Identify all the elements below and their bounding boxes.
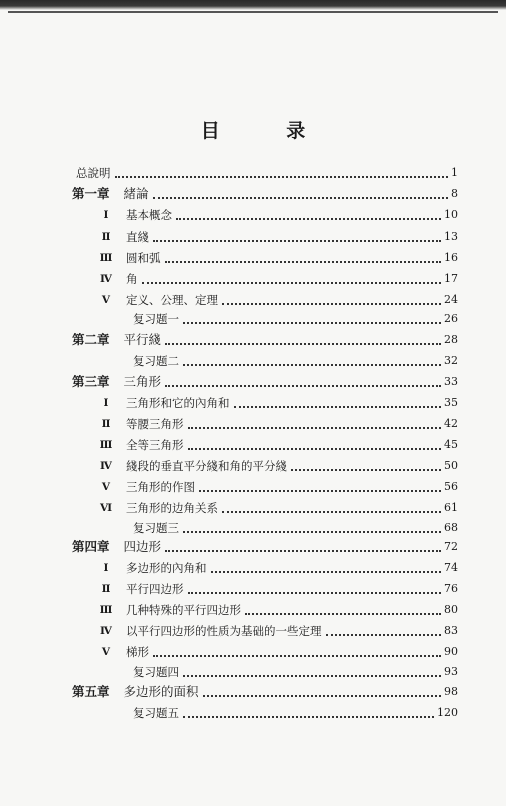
dot-leader bbox=[291, 468, 441, 471]
toc-entry-section[interactable] bbox=[86, 228, 458, 246]
page-number: 83 bbox=[444, 624, 458, 637]
toc-entry-review[interactable] bbox=[133, 352, 458, 370]
page-number: 1 bbox=[451, 166, 458, 179]
dot-leader bbox=[203, 694, 441, 697]
toc-entry-review[interactable] bbox=[133, 310, 458, 328]
section-title: 几种特殊的平行四边形 bbox=[126, 603, 241, 617]
page-number: 90 bbox=[444, 645, 458, 658]
dot-leader bbox=[326, 633, 442, 636]
section-number: Ⅴ bbox=[101, 294, 111, 306]
toc-entry-section[interactable] bbox=[86, 601, 458, 619]
section-number: Ⅱ bbox=[101, 418, 111, 430]
section-title: 三角形和它的內角和 bbox=[126, 396, 230, 410]
review-title: 复习题二 bbox=[133, 354, 179, 368]
toc-entry-top[interactable] bbox=[76, 164, 458, 182]
dot-leader bbox=[153, 239, 441, 242]
chapter-number: 第二章 bbox=[72, 332, 110, 347]
section-number: Ⅱ bbox=[101, 583, 111, 595]
section-title: 平行四边形 bbox=[126, 582, 184, 596]
dot-leader bbox=[245, 612, 441, 615]
section-number: Ⅳ bbox=[100, 460, 112, 472]
dot-leader bbox=[165, 384, 441, 387]
section-title: 等腰三角形 bbox=[126, 417, 184, 431]
page-number: 10 bbox=[444, 208, 458, 221]
dot-leader bbox=[153, 196, 448, 199]
scan-top-edge bbox=[0, 0, 506, 10]
toc-entry-section[interactable] bbox=[86, 206, 458, 224]
section-title: 綫段的垂直平分綫和角的平分綫 bbox=[126, 459, 287, 473]
toc-entry-chapter[interactable] bbox=[72, 331, 458, 349]
toc-entry-section[interactable] bbox=[86, 499, 458, 517]
toc-entry-section[interactable] bbox=[86, 643, 458, 661]
review-title: 复习题五 bbox=[133, 706, 179, 720]
section-title: 直綫 bbox=[126, 230, 149, 244]
toc-entry-chapter[interactable] bbox=[72, 373, 458, 391]
section-title: 角 bbox=[126, 272, 138, 286]
page-number: 56 bbox=[444, 480, 458, 493]
chapter-title: 多边形的面积 bbox=[123, 684, 199, 699]
section-number: Ⅲ bbox=[99, 604, 113, 616]
section-title: 以平行四边形的性质为基础的一些定理 bbox=[126, 624, 322, 638]
toc-entry-section[interactable] bbox=[86, 270, 458, 288]
chapter-title: 緒論 bbox=[123, 186, 149, 201]
section-title: 三角形的边角关系 bbox=[126, 501, 218, 515]
page-number: 80 bbox=[444, 603, 458, 616]
toc-entry-section[interactable] bbox=[86, 291, 458, 309]
section-title: 定义、公理、定理 bbox=[126, 293, 218, 307]
page-title: 目 录 bbox=[200, 120, 336, 142]
section-title: 圆和弧 bbox=[126, 251, 161, 265]
dot-leader bbox=[183, 715, 434, 718]
toc-entry-review[interactable] bbox=[133, 519, 458, 537]
toc-entry-section[interactable] bbox=[86, 559, 458, 577]
dot-leader bbox=[176, 217, 441, 220]
dot-leader bbox=[188, 447, 442, 450]
toc-entry-chapter[interactable] bbox=[72, 683, 458, 701]
dot-leader bbox=[153, 654, 441, 657]
dot-leader bbox=[183, 363, 441, 366]
section-number: Ⅳ bbox=[100, 625, 112, 637]
chapter-number: 第一章 bbox=[72, 186, 110, 201]
dot-leader bbox=[165, 342, 441, 345]
page-number: 50 bbox=[444, 459, 458, 472]
section-number: I bbox=[103, 209, 109, 221]
page-number: 45 bbox=[444, 438, 458, 451]
section-title: 三角形的作图 bbox=[126, 480, 195, 494]
toc-entry-section[interactable] bbox=[86, 580, 458, 598]
chapter-title: 平行綫 bbox=[123, 332, 162, 347]
section-number: Ⅳ bbox=[100, 273, 112, 285]
page-number: 26 bbox=[444, 312, 458, 325]
toc-entry-section[interactable] bbox=[86, 478, 458, 496]
page-number: 61 bbox=[444, 501, 458, 514]
dot-leader bbox=[183, 530, 441, 533]
chapter-title: 四边形 bbox=[123, 539, 162, 554]
dot-leader bbox=[115, 175, 449, 178]
chapter-title: 三角形 bbox=[123, 374, 162, 389]
chapter-number: 第四章 bbox=[72, 539, 110, 554]
toc-entry-section[interactable] bbox=[86, 622, 458, 640]
page-number: 13 bbox=[444, 230, 458, 243]
dot-leader bbox=[183, 674, 441, 677]
page-number: 33 bbox=[444, 375, 458, 388]
section-number: I bbox=[103, 397, 109, 409]
page-number: 93 bbox=[444, 665, 458, 678]
chapter-number: 第三章 bbox=[72, 374, 110, 389]
section-number: Ⅴ bbox=[101, 646, 111, 658]
scan-top-rule bbox=[8, 11, 498, 13]
section-number: Ⅲ bbox=[99, 439, 113, 451]
dot-leader bbox=[199, 489, 441, 492]
page-number: 8 bbox=[451, 187, 458, 200]
dot-leader bbox=[234, 405, 442, 408]
chapter-number: 第五章 bbox=[72, 684, 110, 699]
page-number: 120 bbox=[437, 706, 458, 719]
page-number: 28 bbox=[444, 333, 458, 346]
page-number: 24 bbox=[444, 293, 458, 306]
toc-entry-section[interactable] bbox=[86, 457, 458, 475]
toc-entry-chapter[interactable] bbox=[72, 185, 458, 203]
toc-entry-review[interactable] bbox=[133, 704, 458, 722]
section-number: Ⅴ bbox=[101, 481, 111, 493]
page-number: 68 bbox=[444, 521, 458, 534]
page-number: 17 bbox=[444, 272, 458, 285]
section-title: 基本概念 bbox=[126, 208, 172, 222]
section-title: 梯形 bbox=[126, 645, 149, 659]
dot-leader bbox=[188, 591, 442, 594]
page-number: 32 bbox=[444, 354, 458, 367]
page-number: 72 bbox=[444, 540, 458, 553]
review-title: 复习题一 bbox=[133, 312, 179, 326]
page-number: 98 bbox=[444, 685, 458, 698]
dot-leader bbox=[165, 260, 442, 263]
page-number: 35 bbox=[444, 396, 458, 409]
toc-entry-chapter[interactable] bbox=[72, 538, 458, 556]
dot-leader bbox=[183, 321, 441, 324]
page-number: 76 bbox=[444, 582, 458, 595]
review-title: 复习题四 bbox=[133, 665, 179, 679]
review-title: 复习题三 bbox=[133, 521, 179, 535]
entry-label: 总說明 bbox=[76, 166, 111, 180]
section-number: Ⅵ bbox=[99, 502, 113, 514]
toc-entry-review[interactable] bbox=[133, 663, 458, 681]
page-number: 42 bbox=[444, 417, 458, 430]
page-number: 16 bbox=[444, 251, 458, 264]
section-title: 多边形的內角和 bbox=[126, 561, 207, 575]
toc-entry-section[interactable] bbox=[86, 394, 458, 412]
dot-leader bbox=[142, 281, 442, 284]
section-number: Ⅲ bbox=[99, 252, 113, 264]
dot-leader bbox=[222, 510, 441, 513]
section-number: Ⅱ bbox=[101, 231, 111, 243]
dot-leader bbox=[188, 426, 442, 429]
section-number: I bbox=[103, 562, 109, 574]
toc-entry-section[interactable] bbox=[86, 415, 458, 433]
toc-entry-section[interactable] bbox=[86, 436, 458, 454]
section-title: 全等三角形 bbox=[126, 438, 184, 452]
dot-leader bbox=[165, 549, 441, 552]
dot-leader bbox=[222, 302, 441, 305]
page-number: 74 bbox=[444, 561, 458, 574]
dot-leader bbox=[211, 570, 442, 573]
toc-entry-section[interactable] bbox=[86, 249, 458, 267]
